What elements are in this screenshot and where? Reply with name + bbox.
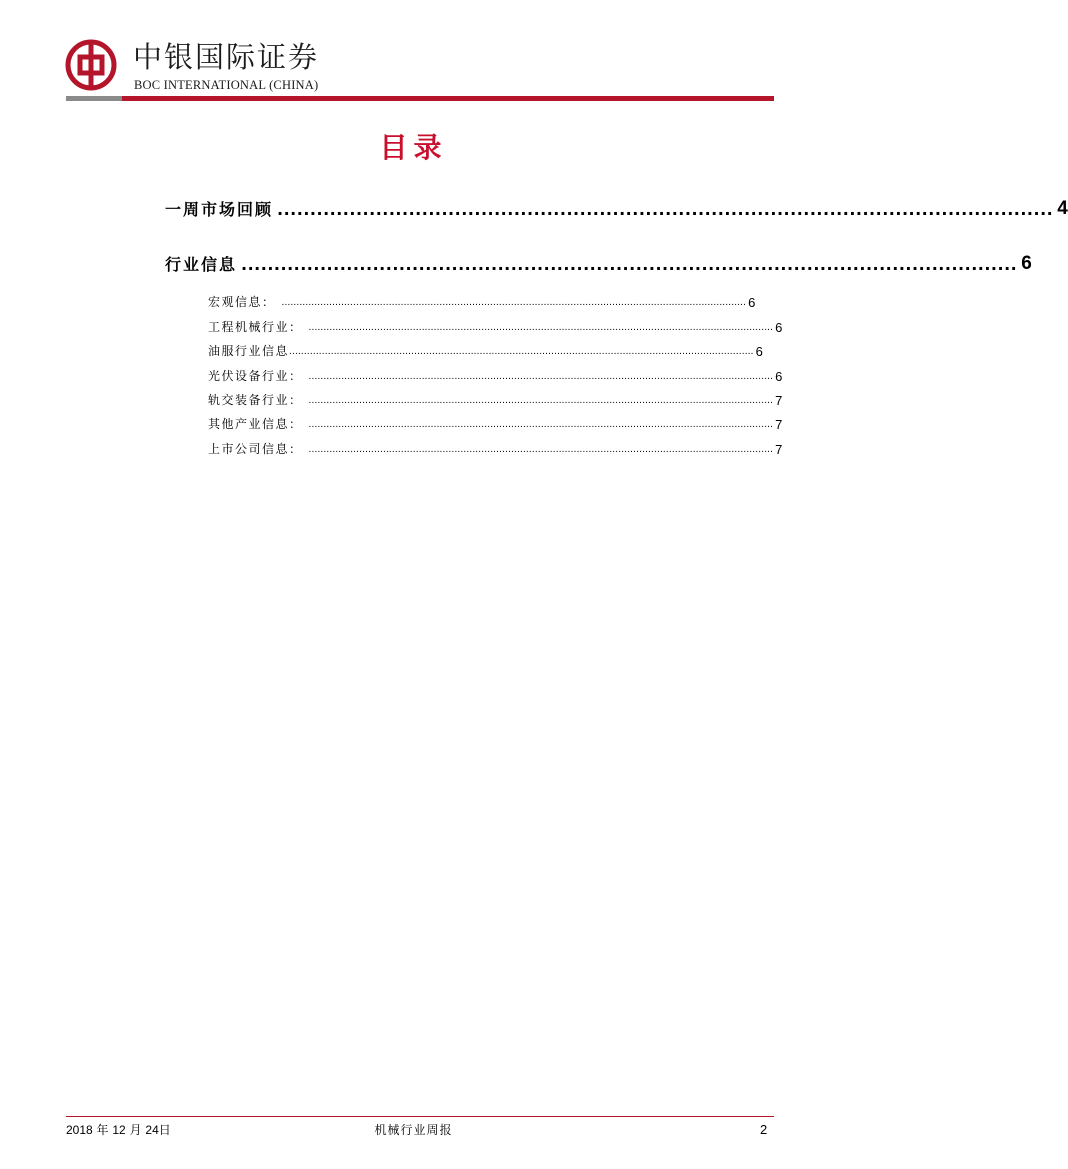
toc-entry-page: 7 — [775, 442, 783, 457]
footer-date-month-unit: 月 — [129, 1123, 142, 1137]
toc-entry-page: 6 — [748, 295, 756, 310]
toc-entry-label: 上市公司信息： — [208, 442, 303, 456]
toc-entry-label: 一周市场回顾 — [165, 200, 274, 219]
page-header — [0, 0, 827, 110]
toc-entry-label: 工程机械行业： — [208, 320, 303, 334]
toc-entry-page: 7 — [775, 417, 783, 432]
toc-main-entry[interactable] — [165, 196, 1068, 220]
footer-date-month: 12 — [112, 1123, 126, 1137]
toc-main-entry[interactable] — [165, 251, 1032, 275]
toc-leader-dots: ...................................................................................................................... — [241, 255, 1018, 274]
header-rule-gray — [66, 96, 122, 101]
toc-entry-page: 6 — [775, 369, 783, 384]
toc-entry-label: 行业信息 — [165, 255, 238, 274]
boc-logo-icon — [66, 40, 116, 90]
toc-leader-dots: ............................................................................................................................................................ — [289, 346, 754, 357]
footer-date-day-unit: 日 — [158, 1123, 171, 1137]
toc-leader-dots: ............................................................................................................................................................ — [308, 419, 774, 430]
toc-sub-entry[interactable] — [208, 390, 783, 408]
toc-sub-entry[interactable] — [208, 439, 783, 457]
toc-leader-dots: ............................................................................................................................................................ — [308, 395, 774, 406]
footer-rule — [66, 1116, 774, 1117]
toc-leader-dots: ............................................................................................................................................................ — [281, 297, 747, 308]
toc-entry-label: 轨交装备行业： — [208, 393, 303, 407]
toc-entry-label: 其他产业信息： — [208, 417, 303, 431]
toc-entry-page: 6 — [755, 344, 763, 359]
brand-name-chinese: 中银国际证券 — [133, 40, 320, 74]
toc-title: 目录 — [379, 131, 448, 164]
toc-sub-entry[interactable] — [208, 341, 763, 359]
toc-entry-page: 7 — [775, 393, 783, 408]
toc-entry-page: 6 — [1021, 253, 1032, 274]
header-rule-red — [122, 96, 774, 101]
toc-leader-dots: ...................................................................................................................... — [277, 200, 1054, 219]
toc-leader-dots: ............................................................................................................................................................ — [308, 322, 774, 333]
footer-report-title: 机械行业周报 — [374, 1123, 453, 1137]
toc-sub-entry[interactable] — [208, 317, 783, 335]
toc-entry-label: 宏观信息： — [208, 295, 276, 309]
toc-entry-page: 6 — [775, 320, 783, 335]
toc-entry-page: 4 — [1057, 198, 1068, 219]
toc-entry-label: 光伏设备行业： — [208, 369, 303, 383]
footer-page-number: 2 — [760, 1122, 768, 1137]
toc-entry-label: 油服行业信息 — [208, 344, 290, 358]
toc-sub-entry[interactable] — [208, 292, 756, 310]
toc-leader-dots: ............................................................................................................................................................ — [308, 444, 774, 455]
footer-date-year: 2018 — [66, 1123, 93, 1137]
toc-leader-dots: ............................................................................................................................................................ — [308, 371, 774, 382]
brand-name-english: BOC INTERNATIONAL (CHINA) — [134, 78, 319, 92]
toc-sub-entry[interactable] — [208, 366, 783, 384]
toc-sub-entry[interactable] — [208, 414, 783, 432]
footer-date-day: 24 — [145, 1123, 159, 1137]
footer-date-year-unit: 年 — [96, 1123, 109, 1137]
